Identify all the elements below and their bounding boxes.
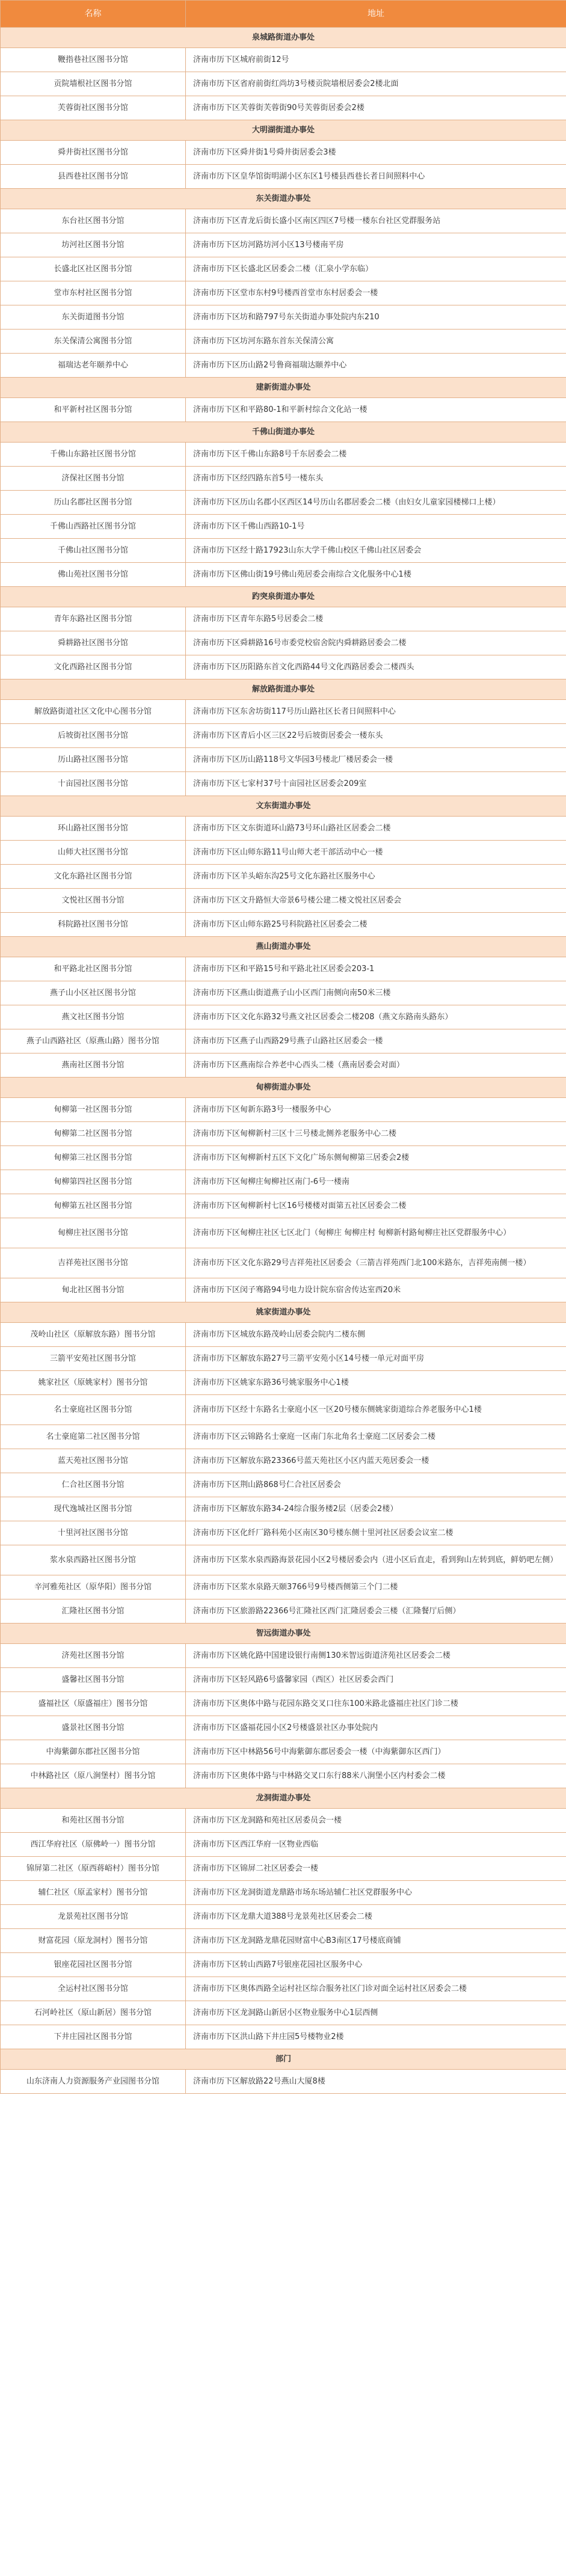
branch-address: 济南市历下区和平路80-1和平新村综合文化站一楼 (186, 398, 566, 422)
branch-address: 济南市历下区省府前街红尚坊3号楼贡院墙根居委会2楼北面 (186, 72, 566, 96)
section-header-row (1, 120, 566, 141)
table-row (1, 1716, 566, 1740)
branch-address: 济南市历下区龙鼎大道388号龙景苑社区居委会二楼 (186, 1905, 566, 1929)
table-row (1, 2070, 566, 2094)
branch-name: 佛山苑社区图书分馆 (1, 563, 186, 587)
table-row (1, 1473, 566, 1497)
section-title: 大明湖街道办事处 (1, 120, 566, 141)
table-row (1, 865, 566, 889)
branch-address: 济南市历下区奥体中路与花园东路交叉口往东100米路北盛福庄社区门诊二楼 (186, 1692, 566, 1716)
section-title: 燕山街道办事处 (1, 937, 566, 957)
section-title: 泉城路街道办事处 (1, 28, 566, 48)
branch-name: 福瑞达老年颐养中心 (1, 354, 186, 378)
table-row (1, 1218, 566, 1248)
branch-name: 仁合社区图书分馆 (1, 1473, 186, 1497)
branch-address: 济南市历下区和平路15号和平路北社区居委会203-1 (186, 957, 566, 981)
branch-address: 济南市历下区历山路2号鲁商福瑞达颐养中心 (186, 354, 566, 378)
branch-address: 济南市历下区千佛山东路8号千东居委会二楼 (186, 443, 566, 467)
branch-name: 千佛山社区图书分馆 (1, 539, 186, 563)
column-header-name: 名称 (1, 1, 186, 28)
table-row (1, 1122, 566, 1146)
section-header-row (1, 28, 566, 48)
branch-name: 龙景苑社区图书分馆 (1, 1905, 186, 1929)
branch-address: 济南市历下区甸柳庄社区七区北门（甸柳庄 甸柳庄村 甸柳新村路甸柳庄社区党群服务中心） (186, 1218, 566, 1248)
branch-address: 济南市历下区坊河路坊河小区13号楼南平房 (186, 233, 566, 257)
branch-address: 济南市历下区闵子骞路94号电力设计院东宿舍传达室西20米 (186, 1278, 566, 1302)
branch-address: 济南市历下区甸柳庄甸柳社区南门-6号一楼南 (186, 1170, 566, 1194)
table-row (1, 1809, 566, 1833)
section-header-row (1, 422, 566, 443)
branch-address: 济南市历下区文化东路32号燕文社区居委会二楼208（燕文东路南头路东） (186, 1005, 566, 1029)
branch-name: 盛馨社区图书分馆 (1, 1668, 186, 1692)
table-row (1, 1029, 566, 1053)
table-row (1, 1170, 566, 1194)
branch-address: 济南市历下区燕南综合养老中心西头二楼（燕南居委会对面） (186, 1053, 566, 1078)
table-row (1, 1545, 566, 1575)
branch-address: 济南市历下区奥体中路与中林路交叉口东行88米八涧堡小区内村委会二楼 (186, 1764, 566, 1788)
branch-address: 济南市历下区舜耕路16号市委党校宿舍院内舜耕路居委会二楼 (186, 631, 566, 655)
branch-name: 历山路社区图书分馆 (1, 748, 186, 772)
branch-address: 济南市历下区历阳路东首文化西路44号文化西路居委会二楼西头 (186, 655, 566, 679)
table-row (1, 1833, 566, 1857)
table-row (1, 913, 566, 937)
table-row (1, 1146, 566, 1170)
branch-name: 甸柳第一社区图书分馆 (1, 1098, 186, 1122)
section-title: 姚家街道办事处 (1, 1302, 566, 1323)
table-row (1, 1371, 566, 1395)
branch-name: 县西巷社区图书分馆 (1, 165, 186, 189)
branch-name: 贡院墙根社区图书分馆 (1, 72, 186, 96)
branch-name: 锦屏第二社区（原西蒋峪村）图书分馆 (1, 1857, 186, 1881)
branch-address: 济南市历下区轻风路6号盛馨家园（西区）社区居委会西门 (186, 1668, 566, 1692)
branch-name: 千佛山东路社区图书分馆 (1, 443, 186, 467)
table-row (1, 72, 566, 96)
branch-address: 济南市历下区山师东路25号科院路社区居委会二楼 (186, 913, 566, 937)
branch-name: 十亩园社区图书分馆 (1, 772, 186, 796)
table-row (1, 1425, 566, 1449)
branch-name: 东台社区图书分馆 (1, 209, 186, 233)
branch-address: 济南市历下区经十路17923山东大学千佛山校区千佛山社区居委会 (186, 539, 566, 563)
branch-address: 济南市历下区盛福花园小区2号楼盛景社区办事处院内 (186, 1716, 566, 1740)
branch-address: 济南市历下区燕子山西路29号燕子山路社区居委会一楼 (186, 1029, 566, 1053)
branch-name: 下井庄园社区图书分馆 (1, 2025, 186, 2049)
branch-name: 和平新村社区图书分馆 (1, 398, 186, 422)
branch-name: 甸柳第五社区图书分馆 (1, 1194, 186, 1218)
branch-name: 济苑社区图书分馆 (1, 1644, 186, 1668)
branch-name: 舜耕路社区图书分馆 (1, 631, 186, 655)
section-header-row (1, 937, 566, 957)
branch-address: 济南市历下区文化东路29号吉祥苑社区居委会（三箭吉祥苑西门北100米路东，吉祥苑南侧一楼） (186, 1248, 566, 1278)
section-title: 建新街道办事处 (1, 378, 566, 398)
branch-name: 银座花园社区图书分馆 (1, 1953, 186, 1977)
branch-address: 济南市历下区燕山街道燕子山小区西门南侧向南50米三楼 (186, 981, 566, 1005)
table-row (1, 1857, 566, 1881)
branch-name: 名士豪庭第二社区图书分馆 (1, 1425, 186, 1449)
branch-name: 燕子山小区社区图书分馆 (1, 981, 186, 1005)
table-row (1, 981, 566, 1005)
table-row (1, 1668, 566, 1692)
branch-address: 济南市历下区解放东路34-24综合服务楼2层（居委会2楼） (186, 1497, 566, 1521)
branch-address: 济南市历下区荆山路868号仁合社区居委会 (186, 1473, 566, 1497)
table-row (1, 398, 566, 422)
table-row (1, 1449, 566, 1473)
table-row (1, 257, 566, 281)
table-row (1, 889, 566, 913)
branch-address: 济南市历下区长盛北区居委会二楼（汇泉小学东临） (186, 257, 566, 281)
table-row (1, 1599, 566, 1624)
table-row (1, 165, 566, 189)
branch-name: 中林路社区（原八涧堡村）图书分馆 (1, 1764, 186, 1788)
table-row (1, 281, 566, 305)
branch-name: 汇隆社区图书分馆 (1, 1599, 186, 1624)
table-row (1, 700, 566, 724)
branch-address: 济南市历下区奥体西路全运村社区综合服务社区门诊对面全运村社区居委会二楼 (186, 1977, 566, 2001)
branch-address: 济南市历下区历山名郡小区西区14号历山名郡居委会二楼（由妇女儿童家园楼梯口上楼） (186, 491, 566, 515)
table-row (1, 209, 566, 233)
branch-address: 济南市历下区城放东路茂岭山居委会院内二楼东侧 (186, 1323, 566, 1347)
branch-address: 济南市历下区洪山路下井庄园5号楼物业2楼 (186, 2025, 566, 2049)
table-row (1, 141, 566, 165)
branch-address: 济南市历下区历山路118号文华园3号楼北厂楼居委会一楼 (186, 748, 566, 772)
branch-name: 全运村社区图书分馆 (1, 1977, 186, 2001)
branch-name: 甸柳第四社区图书分馆 (1, 1170, 186, 1194)
branch-name: 历山名郡社区图书分馆 (1, 491, 186, 515)
branch-name: 西江华府社区（原佛岭一）图书分馆 (1, 1833, 186, 1857)
section-header-row (1, 189, 566, 209)
table-row (1, 1347, 566, 1371)
branch-address: 济南市历下区城府前街12号 (186, 48, 566, 72)
branch-address: 济南市历下区西江华府一区物业西临 (186, 1833, 566, 1857)
branch-name: 茂岭山社区（原解放东路）图书分馆 (1, 1323, 186, 1347)
branch-name: 鞭指巷社区图书分馆 (1, 48, 186, 72)
branch-address: 济南市历下区解放路22号燕山大厦8楼 (186, 2070, 566, 2094)
table-row (1, 1881, 566, 1905)
table-row (1, 1005, 566, 1029)
table-row (1, 1248, 566, 1278)
table-row (1, 491, 566, 515)
branch-address: 济南市历下区龙洞街道龙鼎路市场东场站辅仁社区党群服务中心 (186, 1881, 566, 1905)
table-row (1, 724, 566, 748)
table-row (1, 841, 566, 865)
branch-address: 济南市历下区坊河东路东首东关保清公寓 (186, 330, 566, 354)
branch-name: 甸北社区图书分馆 (1, 1278, 186, 1302)
table-row (1, 748, 566, 772)
branch-name: 石河岭社区（原山新居）图书分馆 (1, 2001, 186, 2025)
table-row (1, 96, 566, 120)
table-row (1, 1098, 566, 1122)
branch-name: 芙蓉街社区图书分馆 (1, 96, 186, 120)
branch-address: 济南市历下区千佛山西路10-1号 (186, 515, 566, 539)
branch-address: 济南市历下区七家村37号十亩园社区居委会209室 (186, 772, 566, 796)
table-row (1, 1278, 566, 1302)
branch-address: 济南市历下区云锦路名士豪庭一区南门东北角名士豪庭二区居委会二楼 (186, 1425, 566, 1449)
branch-address: 济南市历下区解放东路23366号蓝天苑社区小区内蓝天苑居委会一楼 (186, 1449, 566, 1473)
branch-address: 济南市历下区山师东路11号山师大老干部活动中心一楼 (186, 841, 566, 865)
branch-name: 姚家社区（原姚家村）图书分馆 (1, 1371, 186, 1395)
branch-name: 盛福社区（原盛福庄）图书分馆 (1, 1692, 186, 1716)
branch-name: 后坡街社区图书分馆 (1, 724, 186, 748)
branch-name: 环山路社区图书分馆 (1, 817, 186, 841)
section-title: 千佛山街道办事处 (1, 422, 566, 443)
branch-address: 济南市历下区文升路恒大帝景6号楼公建二楼文悦社区居委会 (186, 889, 566, 913)
table-row (1, 1497, 566, 1521)
table-row (1, 607, 566, 631)
branch-address: 济南市历下区龙洞路山新居小区物业服务中心1层西侧 (186, 2001, 566, 2025)
section-header-row (1, 587, 566, 607)
section-header-row (1, 796, 566, 817)
branch-name: 甸柳庄社区图书分馆 (1, 1218, 186, 1248)
branch-address: 济南市历下区舜井街1号舜井街居委会3楼 (186, 141, 566, 165)
column-header-address: 地址 (186, 1, 566, 28)
branch-name: 长盛北区社区图书分馆 (1, 257, 186, 281)
section-header-row (1, 378, 566, 398)
branch-name: 舜井街社区图书分馆 (1, 141, 186, 165)
branch-name: 三箭平安苑社区图书分馆 (1, 1347, 186, 1371)
table-row (1, 2025, 566, 2049)
branch-address: 济南市历下区甸柳新村七区16号楼楼对面第五社区居委会二楼 (186, 1194, 566, 1218)
branch-name: 吉祥苑社区图书分馆 (1, 1248, 186, 1278)
table-row (1, 305, 566, 330)
table-row (1, 631, 566, 655)
branch-name: 和苑社区图书分馆 (1, 1809, 186, 1833)
branch-name: 名士豪庭社区图书分馆 (1, 1395, 186, 1425)
branch-name: 文化西路社区图书分馆 (1, 655, 186, 679)
table-row (1, 957, 566, 981)
branch-name: 盛景社区图书分馆 (1, 1716, 186, 1740)
branch-name: 解放路街道社区文化中心图书分馆 (1, 700, 186, 724)
branch-address: 济南市历下区化纤厂路科苑小区南区30号楼东侧十里河社区居委会议室二楼 (186, 1521, 566, 1545)
table-row (1, 467, 566, 491)
table-row (1, 1194, 566, 1218)
branch-name: 蓝天苑社区图书分馆 (1, 1449, 186, 1473)
branch-address: 济南市历下区青后小区三区22号后坡街居委会一楼东头 (186, 724, 566, 748)
branch-name: 中海紫御东郡社区图书分馆 (1, 1740, 186, 1764)
branch-address: 济南市历下区中林路56号中海紫御东郡居委会一楼（中海紫御东区西门） (186, 1740, 566, 1764)
branch-name: 堂市东村社区图书分馆 (1, 281, 186, 305)
table-row (1, 1977, 566, 2001)
branch-name: 现代逸城社区图书分馆 (1, 1497, 186, 1521)
section-header-row (1, 1788, 566, 1809)
table-row (1, 1575, 566, 1599)
table-row (1, 1929, 566, 1953)
branch-name: 甸柳第二社区图书分馆 (1, 1122, 186, 1146)
branch-name: 济保社区图书分馆 (1, 467, 186, 491)
branch-address: 济南市历下区青龙后街长盛小区南区四区7号楼一楼东台社区党群服务站 (186, 209, 566, 233)
branch-name: 燕南社区图书分馆 (1, 1053, 186, 1078)
table-row (1, 1740, 566, 1764)
branch-name: 燕子山西路社区（原燕山路）图书分馆 (1, 1029, 186, 1053)
branch-name: 辛河雅苑社区（原华阳）图书分馆 (1, 1575, 186, 1599)
branch-address: 济南市历下区姚化路中国建设银行南侧130米智远街道济苑社区居委会二楼 (186, 1644, 566, 1668)
table-row (1, 1323, 566, 1347)
branch-address: 济南市历下区佛山街19号佛山苑居委会南综合文化服务中心1楼 (186, 563, 566, 587)
branch-address: 济南市历下区经四路东首5号一楼东头 (186, 467, 566, 491)
section-header-row (1, 2049, 566, 2070)
branch-address: 济南市历下区甸新东路3号一楼服务中心 (186, 1098, 566, 1122)
branch-name: 文化东路社区图书分馆 (1, 865, 186, 889)
table-row (1, 1692, 566, 1716)
section-title: 智远街道办事处 (1, 1624, 566, 1644)
branch-name: 燕文社区图书分馆 (1, 1005, 186, 1029)
section-header-row (1, 1078, 566, 1098)
branch-address: 济南市历下区经十东路名士豪庭小区一区20号楼东侧姚家街道综合养老服务中心1楼 (186, 1395, 566, 1425)
table-row (1, 1053, 566, 1078)
section-header-row (1, 1624, 566, 1644)
section-title: 甸柳街道办事处 (1, 1078, 566, 1098)
branch-address: 济南市历下区解放东路27号三箭平安苑小区14号楼一单元对面平房 (186, 1347, 566, 1371)
table-row (1, 1644, 566, 1668)
branch-address: 济南市历下区青年东路5号居委会二楼 (186, 607, 566, 631)
branch-address: 济南市历下区甸柳新村五区下文化广场东侧甸柳第三居委会2楼 (186, 1146, 566, 1170)
branch-name: 和平路北社区图书分馆 (1, 957, 186, 981)
table-row (1, 48, 566, 72)
section-title: 龙洞街道办事处 (1, 1788, 566, 1809)
branch-name: 山师大社区图书分馆 (1, 841, 186, 865)
branch-address: 济南市历下区文东街道环山路73号环山路社区居委会二楼 (186, 817, 566, 841)
branch-name: 科院路社区图书分馆 (1, 913, 186, 937)
section-header-row (1, 679, 566, 700)
branch-name: 东关街道图书分馆 (1, 305, 186, 330)
branch-address: 济南市历下区旅游路22366号汇隆社区西门汇隆居委会三楼（汇隆餐厅后侧） (186, 1599, 566, 1624)
branch-address: 济南市历下区龙洞路和苑社区居委员会一楼 (186, 1809, 566, 1833)
branch-name: 山东济南人力资源服务产业园图书分馆 (1, 2070, 186, 2094)
table-row (1, 772, 566, 796)
section-title: 东关街道办事处 (1, 189, 566, 209)
table-row (1, 233, 566, 257)
branch-name: 千佛山西路社区图书分馆 (1, 515, 186, 539)
branch-name: 东关保清公寓图书分馆 (1, 330, 186, 354)
branch-name: 甸柳第三社区图书分馆 (1, 1146, 186, 1170)
table-row (1, 1953, 566, 1977)
branch-address: 济南市历下区皇华馆街明湖小区东区1号楼县西巷长者日间照料中心 (186, 165, 566, 189)
branch-address: 济南市历下区浆水泉西路海景花园小区2号楼居委会内（进小区后直走，看到狗山左转到底，鲜奶吧左侧） (186, 1545, 566, 1575)
branch-address: 济南市历下区甸柳新村三区十三号楼北侧养老服务中心二楼 (186, 1122, 566, 1146)
section-title: 文东街道办事处 (1, 796, 566, 817)
section-title: 部门 (1, 2049, 566, 2070)
branch-address: 济南市历下区芙蓉街芙蓉街90号芙蓉街居委会2楼 (186, 96, 566, 120)
table-row (1, 539, 566, 563)
table-row (1, 515, 566, 539)
table-row (1, 330, 566, 354)
branch-address: 济南市历下区羊头峪东沟25号文化东路社区服务中心 (186, 865, 566, 889)
table-row (1, 1764, 566, 1788)
table-row (1, 443, 566, 467)
branch-name: 坊河社区图书分馆 (1, 233, 186, 257)
branch-name: 十里河社区图书分馆 (1, 1521, 186, 1545)
table-row (1, 563, 566, 587)
branch-address: 济南市历下区堂市东村9号楼西首堂市东村居委会一楼 (186, 281, 566, 305)
table-row (1, 2001, 566, 2025)
branch-name: 浆水泉西路社区图书分馆 (1, 1545, 186, 1575)
branch-address: 济南市历下区坊和路797号东关街道办事处院内东210 (186, 305, 566, 330)
table-row (1, 655, 566, 679)
branch-address: 济南市历下区锦屏二社区居委会一楼 (186, 1857, 566, 1881)
section-title: 趵突泉街道办事处 (1, 587, 566, 607)
branch-name: 青年东路社区图书分馆 (1, 607, 186, 631)
table-row (1, 817, 566, 841)
table-header-row (1, 1, 566, 28)
table-row (1, 1905, 566, 1929)
section-header-row (1, 1302, 566, 1323)
table-body (1, 28, 566, 2094)
branch-name: 辅仁社区（原孟家村）图书分馆 (1, 1881, 186, 1905)
branch-address: 济南市历下区龙洞路龙鼎花园财富中心B3南区17号楼底商铺 (186, 1929, 566, 1953)
table-row (1, 354, 566, 378)
branch-address: 济南市历下区姚家东路36号姚家服务中心1楼 (186, 1371, 566, 1395)
table-row (1, 1395, 566, 1425)
table-row (1, 1521, 566, 1545)
branch-address: 济南市历下区浆水泉路天颐3766号9号楼西侧第三个门二楼 (186, 1575, 566, 1599)
section-title: 解放路街道办事处 (1, 679, 566, 700)
branch-address: 济南市历下区转山西路7号银座花园社区服务中心 (186, 1953, 566, 1977)
branch-name: 财富花园（原龙洞村）图书分馆 (1, 1929, 186, 1953)
branch-name: 文悦社区图书分馆 (1, 889, 186, 913)
branch-address: 济南市历下区东舍坊街117号历山路社区长者日间照料中心 (186, 700, 566, 724)
